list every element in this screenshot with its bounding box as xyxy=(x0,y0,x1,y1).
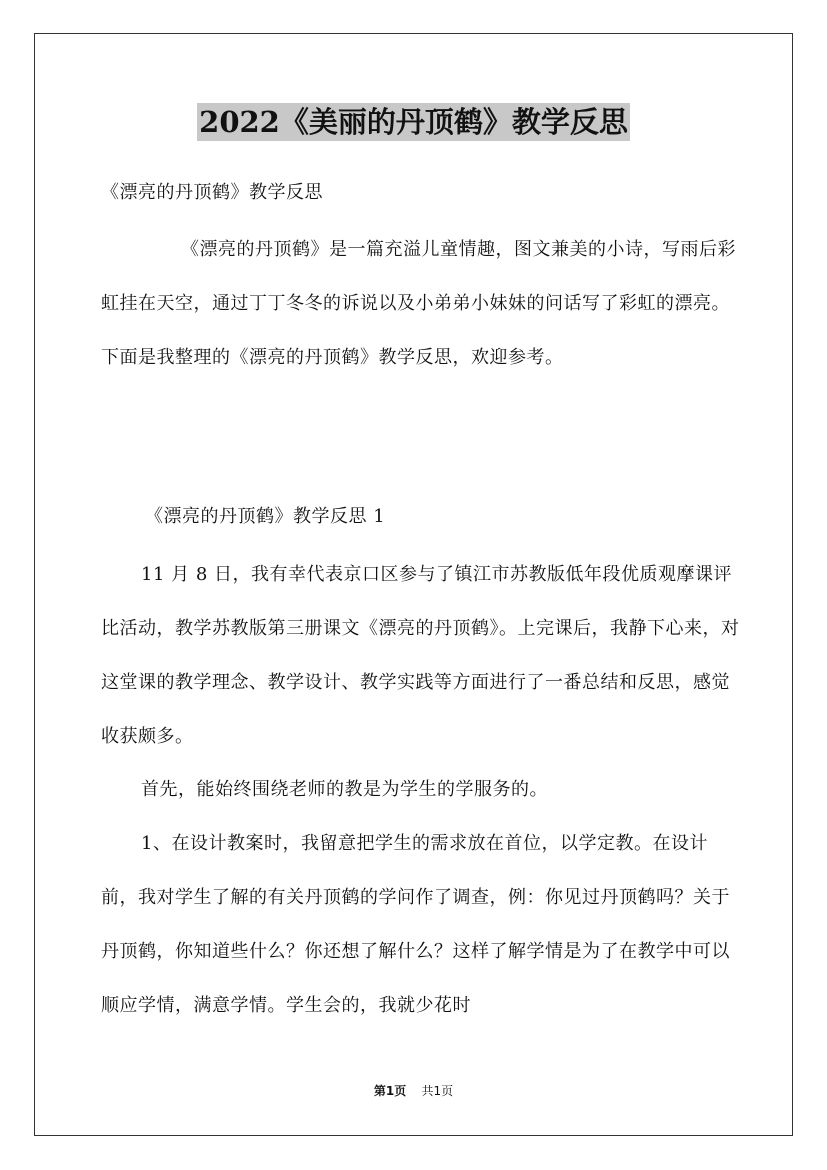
body-paragraph: 11 月 8 日，我有幸代表京口区参与了镇江市苏教版低年段优质观摩课评比活动，教学苏教版第三册课文《漂亮的丹顶鹤》。上完课后，我静下心来，对这堂课的教学理念、教学设计、教学实践等方面进行了一番总结和反思，感觉收获颇多。 xyxy=(101,564,740,747)
body-paragraph: 首先，能始终围绕老师的教是为学生的学服务的。 xyxy=(141,779,548,800)
page-total: 共1页 xyxy=(421,1084,454,1098)
intro-paragraph: 《漂亮的丹顶鹤》是一篇充溢儿童情趣，图文兼美的小诗，写雨后彩虹挂在天空，通过丁丁冬冬的诉说以及小弟弟小妹妹的问话写了彩虹的漂亮。下面是我整理的《漂亮的丹顶鹤》教学反思，欢迎参考。 xyxy=(101,239,736,368)
body-paragraph: 1、在设计教案时，我留意把学生的需求放在首位，以学定教。在设计前，我对学生了解的有关丹顶鹤的学问作了调查，例：你见过丹顶鹤吗？关于丹顶鹤，你知道些什么？你还想了解什么？这样了解学情是为了在教学中可以顺应学情，满意学情。学生会的，我就少花时 xyxy=(101,833,730,1016)
page-footer xyxy=(0,1082,827,1099)
document-title-text: 2022《美丽的丹顶鹤》教学反思 xyxy=(199,105,628,139)
page-number: 第1页 xyxy=(373,1084,407,1098)
document-title xyxy=(0,100,827,144)
section-heading-1: 《漂亮的丹顶鹤》教学反思 1 xyxy=(145,506,386,527)
document-subheading: 《漂亮的丹顶鹤》教学反思 xyxy=(101,182,323,203)
